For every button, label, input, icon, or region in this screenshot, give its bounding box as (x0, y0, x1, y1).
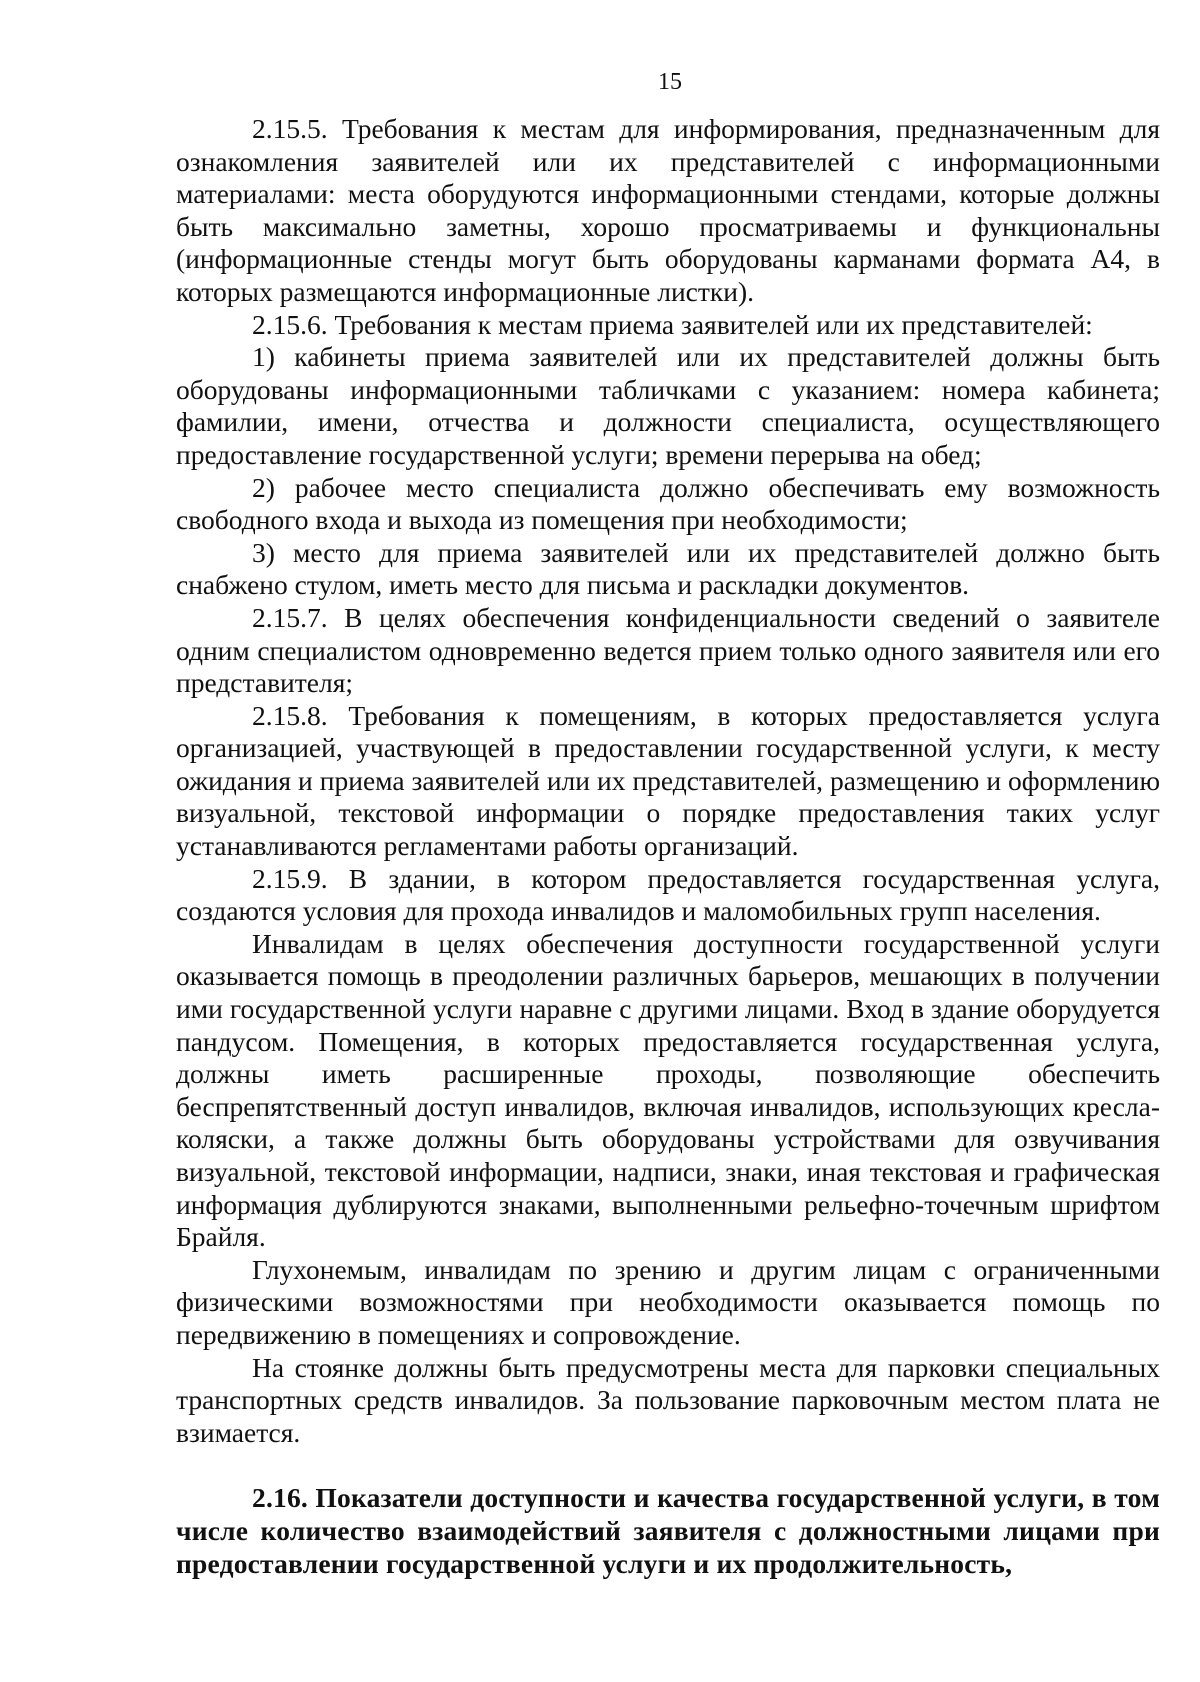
paragraph-assistance: Глухонемым, инвалидам по зрению и другим лицам с ограниченными физическими возможностями при необходимости оказывается помощь по передвижению в помещениях и сопровождение. (176, 1253, 1160, 1350)
paragraph-disabled-access: Инвалидам в целях обеспечения доступности государственной услуги оказывается помощь в преодолении различных барьеров, мешающих в получении ими государственной услуги наравне с другими лицами. Вход в здание оборудуется пандусом. Помещения, в которых предоставляется государственная услуга, должны иметь расширенные проходы, позволяющие обеспечить беспрепятственный доступ инвалидов, включая инвалидов, использующих кресла-коляски, а также должны быть оборудованы устройствами для озвучивания визуальной, текстовой информации, надписи, знаки, иная текстовая и графическая информация дублируются знаками, выполненными рельефно-точечным шрифтом Брайля. (176, 927, 1160, 1253)
list-item-2: 2) рабочее место специалиста должно обеспечивать ему возможность свободного входа и выхода из помещения при необходимости; (176, 471, 1160, 536)
page-number: 15 (658, 69, 682, 95)
paragraph-2-15-9: 2.15.9. В здании, в котором предоставляется государственная услуга, создаются условия для прохода инвалидов и маломобильных групп населения. (176, 862, 1160, 927)
paragraph-2-15-7: 2.15.7. В целях обеспечения конфиденциальности сведений о заявителе одним специалистом одновременно ведется прием только одного заявителя или его представителя; (176, 601, 1160, 699)
document-body (176, 113, 1160, 1580)
list-item-3: 3) место для приема заявителей или их представителей должно быть снабжено стулом, иметь место для письма и раскладки документов. (176, 536, 1160, 601)
paragraph-2-15-6: 2.15.6. Требования к местам приема заявителей или их представителей: (252, 308, 1093, 340)
paragraph-parking: На стоянке должны быть предусмотрены места для парковки специальных транспортных средств инвалидов. За пользование парковочным местом плата не взимается. (176, 1351, 1160, 1448)
list-item-1: 1) кабинеты приема заявителей или их представителей должны быть оборудованы информационными табличками с указанием: номера кабинета; фамилии, имени, отчества и должности специалиста, осуществляющего предоставление государственной услуги; времени перерыва на обед; (176, 341, 1160, 470)
paragraph-2-15-8: 2.15.8. Требования к помещениям, в которых предоставляется услуга организацией, участвующей в предоставлении государственной услуги, к месту ожидания и приема заявителей или их представителей, размещению и оформлению визуальной, текстовой информации о порядке предоставления таких услуг устанавливаются регламентами работы организаций. (176, 699, 1160, 862)
section-heading-2-16: 2.16. Показатели доступности и качества государственной услуги, в том числе количество взаимодействий заявителя с должностными лицами при предоставлении государственной услуги и их продолжительность, (176, 1482, 1160, 1579)
paragraph-2-15-5: 2.15.5. Требования к местам для информирования, предназначенным для ознакомления заявителей или их представителей с информационными материалами: места оборудуются информационными стендами, которые должны быть максимально заметны, хорошо просматриваемы и функциональны (информационные стенды могут быть оборудованы карманами формата А4, в которых размещаются информационные листки). (176, 113, 1160, 307)
